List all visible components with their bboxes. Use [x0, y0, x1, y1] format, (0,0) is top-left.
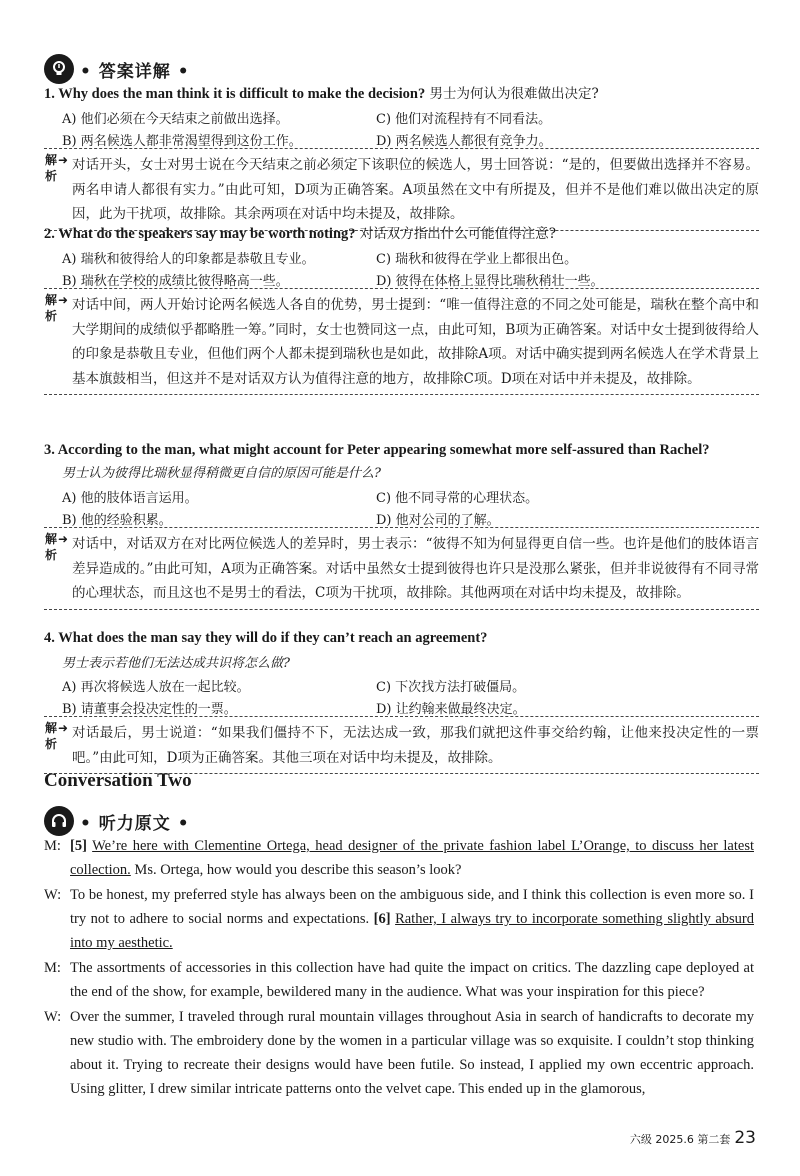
analysis-label: 解析 [44, 153, 57, 183]
speaker: W: [44, 1009, 62, 1025]
arrow-icon: ➜ [58, 721, 69, 735]
section-title: • 听力原文 • [80, 813, 190, 834]
answer-explanation-header [44, 54, 190, 84]
q2-option-b: B) 瑞秋在学校的成绩比彼得略高一些。 [62, 274, 289, 289]
speaker: M: [44, 960, 61, 976]
q3-option-c: C) 他不同寻常的心理状态。 [376, 491, 539, 506]
speaker: M: [44, 838, 61, 854]
q1-option-c: C) 他们对流程持有不同看法。 [376, 112, 552, 127]
listening-script-header [44, 806, 190, 836]
exam-label: 六级 2025.6 第二套 [629, 1133, 731, 1146]
page-number: 23 [734, 1128, 756, 1148]
q1-option-a: A) 他们必须在今天结束之前做出选择。 [62, 112, 289, 127]
q4-option-d: D) 让约翰来做最终决定。 [376, 702, 526, 717]
q3-analysis: 解析 ➜ 对话中，对话双方在对比两位候选人的差异时，男士表示：“彼得不知为何显得更自信一些。也许是他们的肢体语言差异造成的。”由此可知，A项为正确答案。对话中虽然女士提到彼得也许只是没那么紧张，但并非说彼得有不同寻常的心理状态，而且这也不是男士的看法，C项为干扰项，故排除。其他两项在对话中均未提及，故排除。 [44, 527, 759, 610]
q2-option-a: A) 瑞秋和彼得给人的印象都是恭敬且专业。 [62, 252, 315, 267]
question-4: 4. What does the man say they will do if they can’t reach an agreement? [44, 630, 488, 646]
q4-option-c: C) 下次找方法打破僵局。 [376, 680, 526, 695]
question-3: 3. According to the man, what might account for Peter appearing somewhat more self-assured than Rachel? [44, 442, 710, 458]
q1-option-d: D) 两名候选人都很有竞争力。 [376, 134, 552, 149]
dialog-transcript [44, 834, 754, 1102]
q4-option-a: A) 再次将候选人放在一起比较。 [62, 680, 250, 695]
arrow-icon: ➜ [58, 532, 69, 546]
analysis-label: 解析 [44, 721, 57, 751]
q3-option-d: D) 他对公司的了解。 [376, 513, 500, 528]
question-1: 1. Why does the man think it is difficult to make the decision? 男士为何认为很难做出决定? [44, 86, 599, 102]
q4-analysis: 解析 ➜ 对话最后，男士说道：“如果我们僵持不下，无法达成一致，那我们就把这件事交给约翰，让他来投决定性的一票吧。”由此可知，D项为正确答案。其他三项在对话中均未提及，故排除。 [44, 716, 759, 774]
analysis-label: 解析 [44, 532, 57, 562]
arrow-icon: ➜ [58, 153, 69, 167]
question-2: 2. What do the speakers say may be worth noting? 对话双方指出什么可能值得注意? [44, 226, 557, 242]
q2-analysis: 解析 ➜ 对话中间，两人开始讨论两名候选人各自的优势，男士提到：“唯一值得注意的不同之处可能是，瑞秋在整个高中和大学期间的成绩似乎都略胜一筹。”同时，女士也赞同这一点，由此可知，B项为正确答案。对话中女士提到彼得给人的印象是恭敬且专业，但他们两个人都未提到瑞秋也是如此，故排除A项。对话中确实提到两名候选人在学术背景上基本旗鼓相当，但这并不是对话双方认为值得注意的地方，故排除C项。D项在对话中并未提及，故排除。 [44, 288, 759, 395]
q1-option-b: B) 两名候选人都非常渴望得到这份工作。 [62, 134, 302, 149]
dialog-line: M: [5] We’re here with Clementine Ortega, head designer of the private fashion label L’Orange, to discuss her latest collection. Ms. Ortega, how would you describe this season’s look? [44, 834, 754, 882]
analysis-label: 解析 [44, 293, 57, 323]
dialog-line: W: Over the summer, I traveled through rural mountain villages throughout Asia in search of handicrafts to decorate my new studio with. The embroidery done by the women in a particular village was so exquisite. I couldn’t stop thinking about it. Trying to recreate their designs would have been futile. So instead, I applied my own eccentric approach. Using glitter, I drew similar intricate patterns onto the velvet cape. This ended up in the glamorous, [44, 1005, 754, 1101]
dialog-line: M: The assortments of accessories in this collection have had quite the impact on critics. The dazzling cape deployed at the end of the show, for example, bewildered many in the audience. What was your inspiration for this piece? [44, 956, 754, 1004]
dialog-line: W: To be honest, my preferred style has always been on the ambiguous side, and I think this collection is even more so. I try not to adhere to social norms and expectations. [6] Rather, I always try to incorporate something slightly absurd into my aesthetic. [44, 883, 754, 955]
q3-option-b: B) 他的经验积累。 [62, 513, 172, 528]
q2-option-d: D) 彼得在体格上显得比瑞秋稍壮一些。 [376, 274, 604, 289]
question-3-zh: 男士认为彼得比瑞秋显得稍微更自信的原因可能是什么? [62, 466, 381, 481]
section-title: • 答案详解 • [80, 61, 190, 82]
question-marker: [6] [373, 911, 391, 927]
q2-option-c: C) 瑞秋和彼得在学业上都很出色。 [376, 252, 578, 267]
lightbulb-icon [44, 54, 74, 84]
q4-option-b: B) 请董事会投决定性的一票。 [62, 702, 237, 717]
question-4-zh: 男士表示若他们无法达成共识将怎么做? [62, 656, 290, 671]
headphones-icon [44, 806, 74, 836]
speaker: W: [44, 887, 62, 903]
conversation-title: Conversation Two [44, 770, 192, 791]
q1-analysis: 解析 ➜ 对话开头，女士对男士说在今天结束之前必须定下该职位的候选人，男士回答说：“是的，但要做出选择并不容易。两名申请人都很有实力。”由此可知，D项为正确答案。A项虽然在文中有所提及，但并不是他们难以做出决定的原因，此为干扰项，故排除。其余两项在对话中均未提及，故排除。 [44, 148, 759, 231]
q3-option-a: A) 他的肢体语言运用。 [62, 491, 198, 506]
arrow-icon: ➜ [58, 293, 69, 307]
question-marker: [5] [70, 838, 87, 854]
page-footer [630, 1128, 756, 1148]
